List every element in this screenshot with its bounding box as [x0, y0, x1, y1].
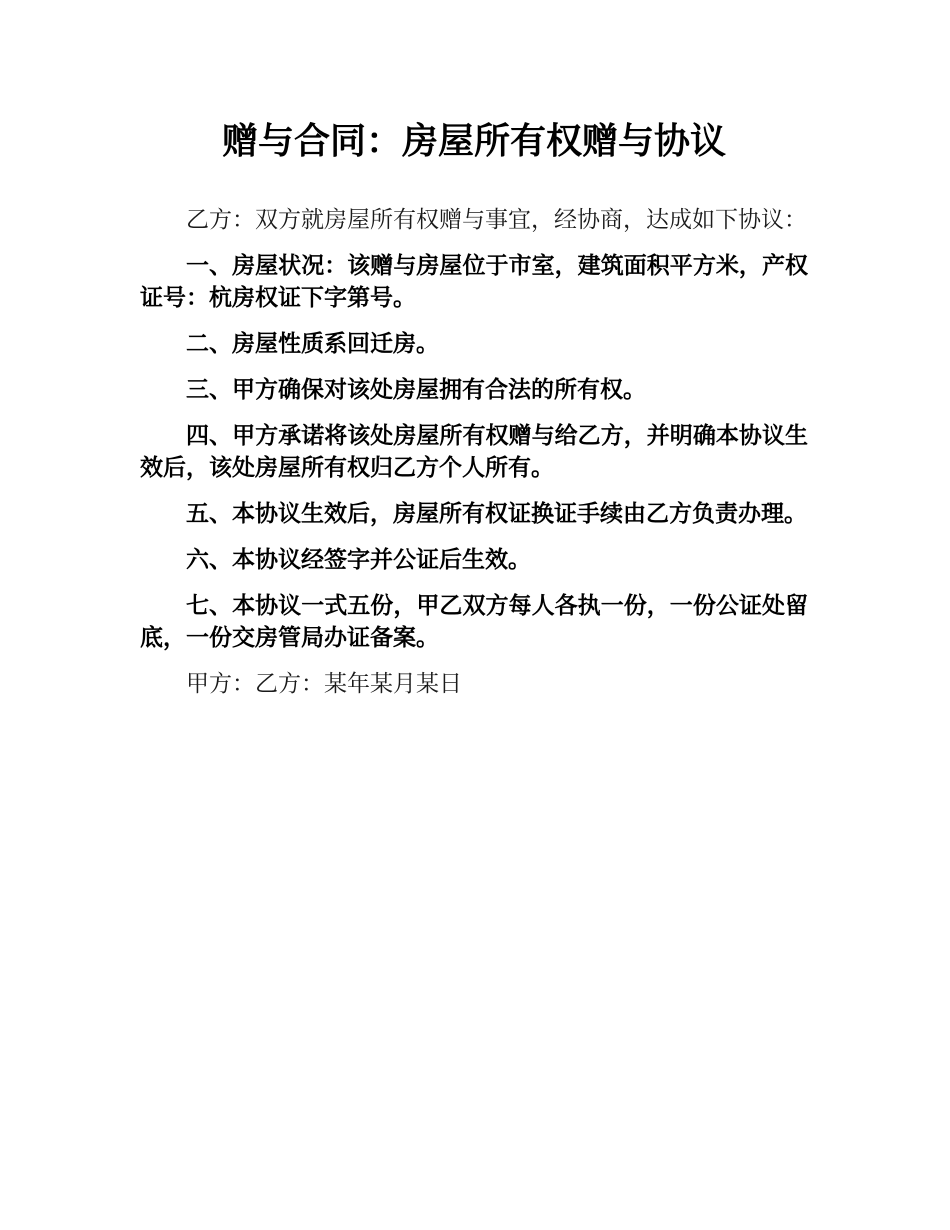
- clause-1: 一、房屋状况：该赠与房屋位于市室，建筑面积平方米，产权证号：杭房权证下字第号。: [140, 253, 808, 311]
- clause-6: 六、本协议经签字并公证后生效。: [186, 547, 531, 573]
- intro-paragraph: 乙方：双方就房屋所有权赠与事宜，经协商，达成如下协议：: [186, 207, 807, 233]
- clause-7: 七、本协议一式五份，甲乙双方每人各执一份，一份公证处留底，一份交房管局办证备案。: [140, 593, 808, 651]
- document-title: 赠与合同：房屋所有权赠与协议: [221, 121, 726, 162]
- document-page: [140, 0, 808, 714]
- document-body: [140, 204, 808, 700]
- clause-3: 三、甲方确保对该处房屋拥有合法的所有权。: [186, 377, 646, 403]
- clause-4: 四、甲方承诺将该处房屋所有权赠与给乙方，并明确本协议生效后，该处房屋所有权归乙方个人所有。: [140, 423, 808, 481]
- clause-5: 五、本协议生效后，房屋所有权证换证手续由乙方负责办理。: [186, 501, 807, 527]
- signature-line: 甲方：乙方：某年某月某日: [186, 671, 462, 697]
- clause-2: 二、房屋性质系回迁房。: [186, 331, 439, 357]
